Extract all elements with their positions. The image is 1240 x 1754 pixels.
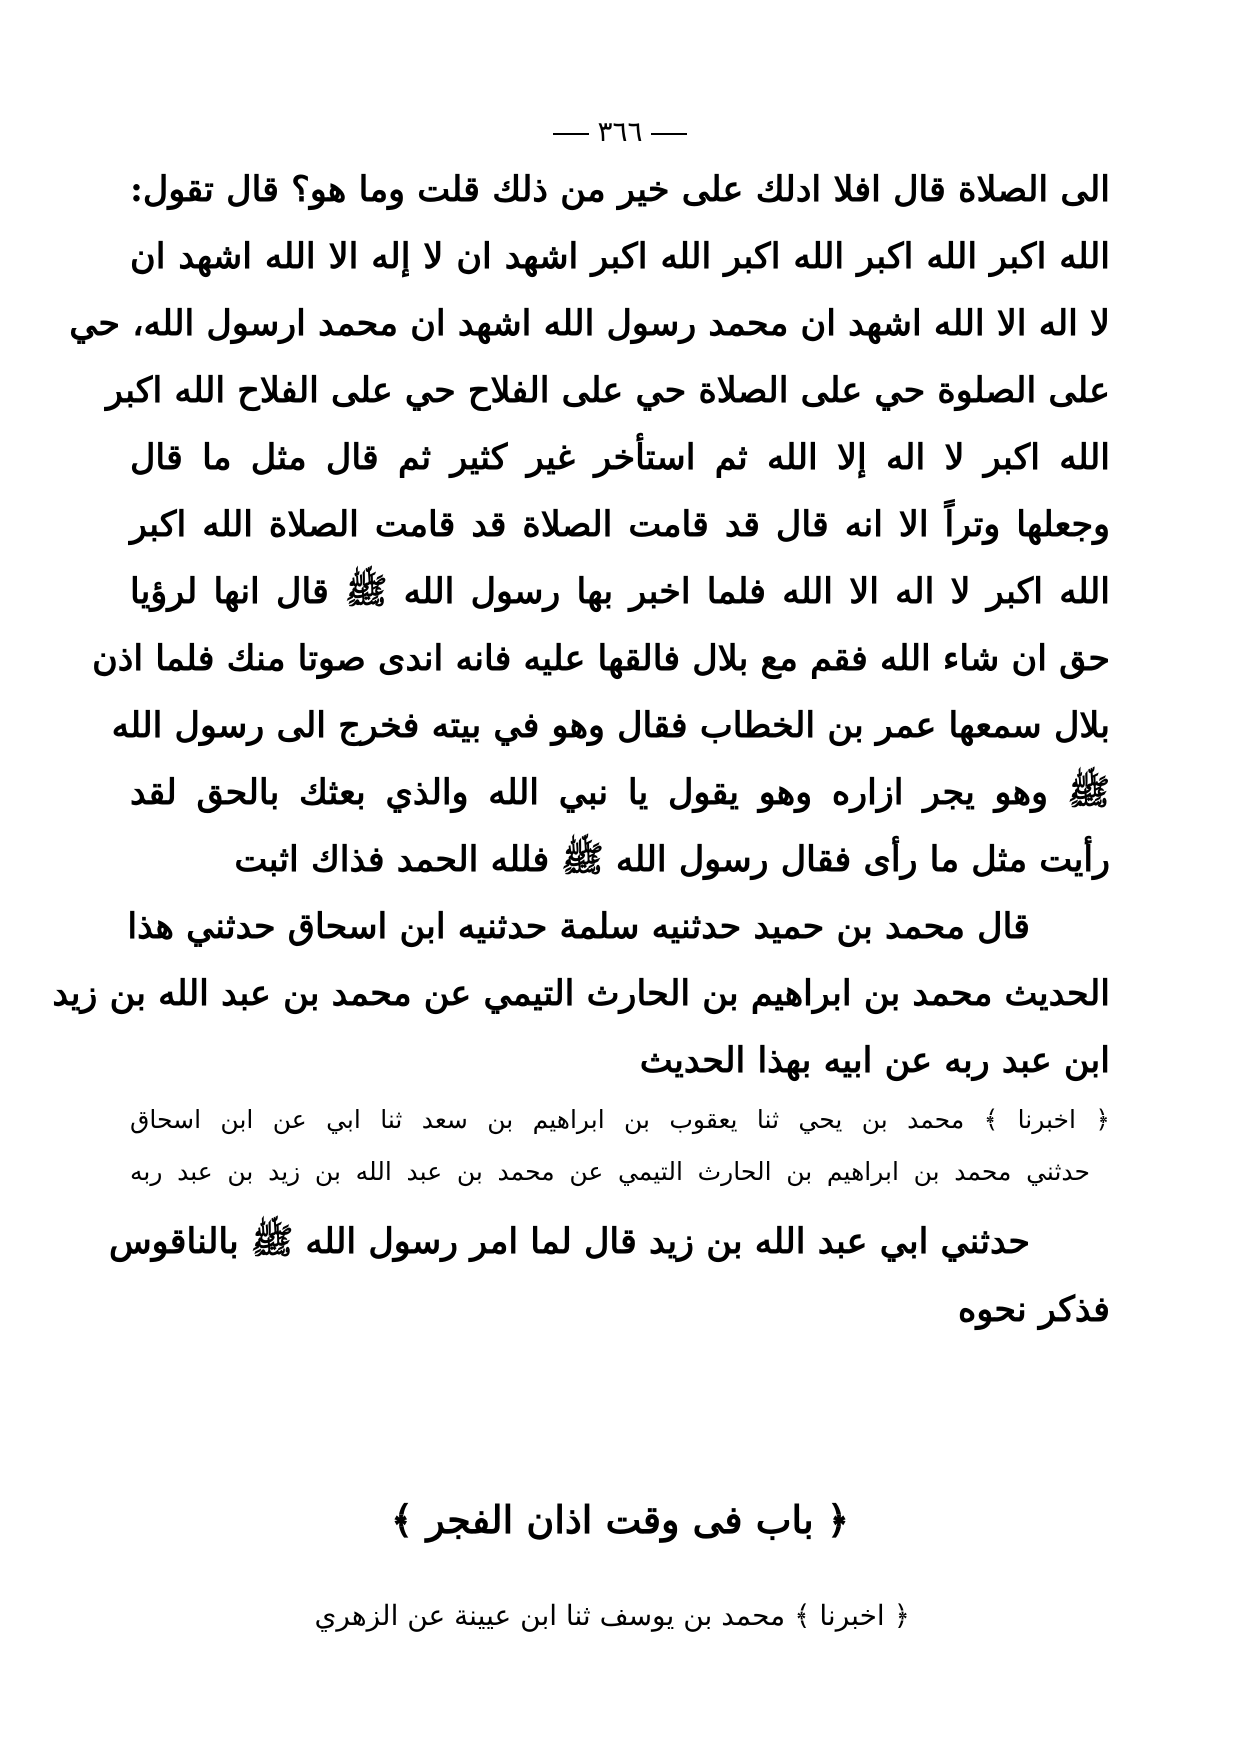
dash-right (651, 133, 687, 135)
text-line: الله اكبر لا اله إلا الله ثم استأخر غير كثير ثم قال مثل ما قال (130, 437, 1110, 478)
page-number-text: ٣٦٦ (597, 115, 643, 148)
text-line: على الصلوة حي على الصلاة حي على الفلاح حي على الفلاح الله اكبر (105, 370, 1110, 411)
text-line: ابن عبد ربه عن ابيه بهذا الحديث (639, 1040, 1110, 1081)
text-line: الى الصلاة قال افلا ادلك على خير من ذلك قلت وما هو؟ قال تقول: (130, 169, 1110, 210)
text-line: وجعلها وتراً الا انه قال قد قامت الصلاة قد قامت الصلاة الله اكبر (130, 504, 1110, 545)
text-line: قال محمد بن حميد حدثنيه سلمة حدثنيه ابن اسحاق حدثني هذا (127, 906, 1030, 947)
text-line: ﴿ اخبرنا ﴾ محمد بن يوسف ثنا ابن عيينة عن الزهري (314, 1599, 910, 1632)
text-line: بلال سمعها عمر بن الخطاب فقال وهو في بيته فخرج الى رسول الله (111, 705, 1110, 746)
section-heading: ﴿ باب فى وقت اذان الفجر ﴾ (390, 1497, 850, 1542)
text-line: الله اكبر الله اكبر الله اكبر الله اكبر اشهد ان لا إله الا الله اشهد ان (130, 236, 1110, 277)
text-line: حق ان شاء الله فقم مع بلال فالقها عليه فانه اندى صوتا منك فلما اذن (92, 638, 1110, 679)
text-line: حدثني ابي عبد الله بن زيد قال لما امر رسول الله ﷺ بالناقوس (108, 1221, 1030, 1262)
text-line: الحديث محمد بن ابراهيم بن الحارث التيمي عن محمد بن عبد الله بن زيد (52, 973, 1110, 1014)
small-text-line: ﴿ اخبرنا ﴾ محمد بن يحي ثنا يعقوب بن ابراهيم بن سعد ثنا ابي عن ابن اسحاق (130, 1105, 1110, 1134)
text-line: فذكر نحوه (957, 1289, 1110, 1330)
text-line: ﷺ وهو يجر ازاره وهو يقول يا نبي الله والذي بعثك بالحق لقد (130, 772, 1110, 813)
text-line: لا اله الا الله اشهد ان محمد رسول الله اشهد ان محمد ارسول الله، حي (69, 303, 1110, 344)
dash-left (553, 133, 589, 135)
page-number (520, 112, 720, 152)
text-line: رأيت مثل ما رأى فقال رسول الله ﷺ فلله الحمد فذاك اثبت (234, 839, 1110, 880)
text-line: الله اكبر لا اله الا الله فلما اخبر بها رسول الله ﷺ قال انها لرؤيا (130, 571, 1110, 612)
small-text-line: حدثني محمد بن ابراهيم بن الحارث التيمي عن محمد بن عبد الله بن زيد بن عبد ربه (130, 1157, 1090, 1186)
